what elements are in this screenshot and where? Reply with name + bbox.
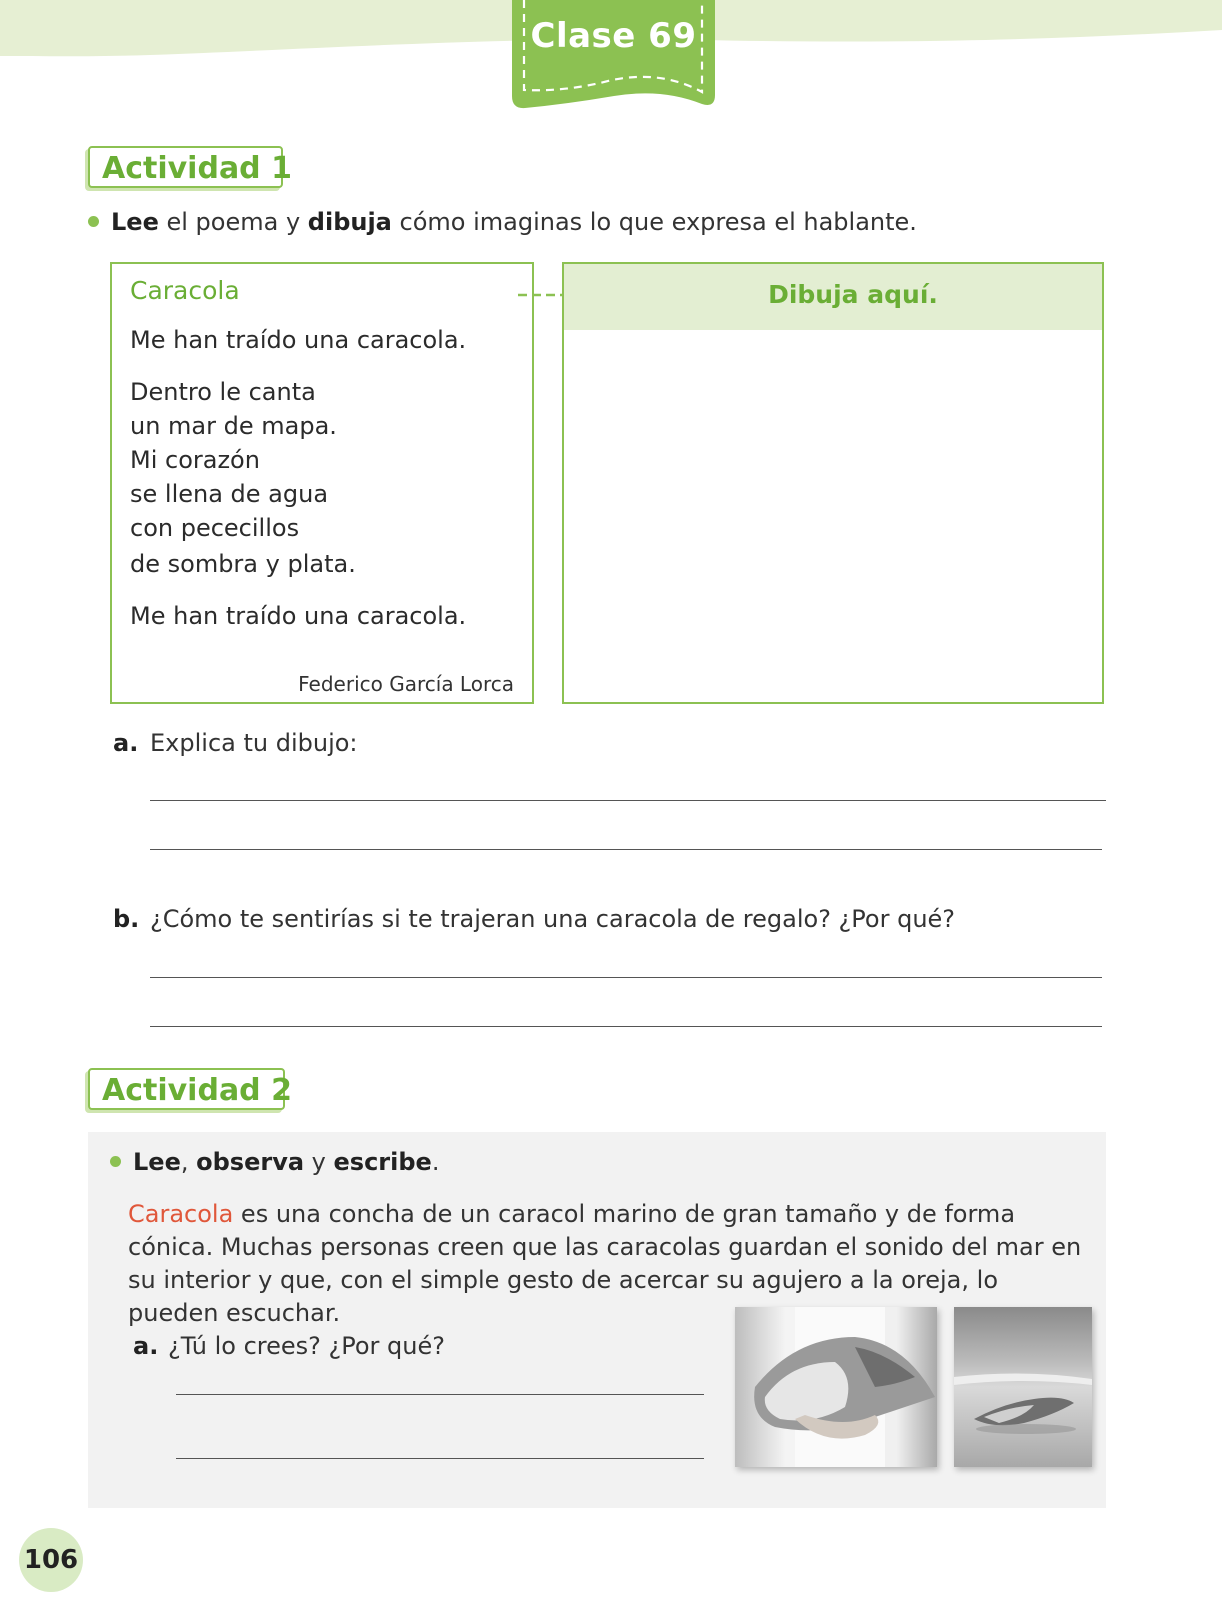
question-a-text: ¿Tú lo crees? ¿Por qué?: [168, 1332, 445, 1360]
poem-line: Me han traído una caracola.: [130, 326, 467, 354]
poem-box: [110, 262, 534, 704]
answer-line[interactable]: [150, 800, 1106, 801]
paragraph-text: es una concha de un caracol marino de gran tamaño y de forma cónica. Muchas personas creen que las caracolas guardan el sonido del mar en su interior y que, con el simple gesto de acercar su agujero a la oreja, lo pueden escuchar.: [128, 1200, 1082, 1327]
answer-line[interactable]: [150, 849, 1102, 850]
answer-line[interactable]: [150, 1026, 1102, 1027]
bullet-icon: [88, 216, 99, 227]
instruction-part1: el poema y: [158, 208, 308, 236]
poem-line: Me han traído una caracola.: [130, 602, 467, 630]
keyword-caracola: Caracola: [128, 1200, 234, 1228]
instruction-escribe: escribe: [333, 1148, 432, 1176]
answer-line[interactable]: [150, 977, 1102, 978]
instruction-lee: Lee: [111, 208, 159, 236]
question-a-text: Explica tu dibujo:: [150, 729, 358, 757]
actividad-2-instruction: [110, 1148, 439, 1176]
actividad-1-instruction: [88, 208, 917, 236]
question-a-letter: a.: [133, 1332, 159, 1360]
poem-line: de sombra y plata.: [130, 550, 356, 578]
poem-title: Caracola: [130, 276, 240, 305]
poem-line: un mar de mapa.: [130, 412, 337, 440]
question-a-letter: a.: [113, 729, 139, 757]
instruction-end: .: [431, 1148, 440, 1176]
poem-line: Dentro le canta: [130, 378, 316, 406]
caracola-paragraph: [128, 1198, 1088, 1330]
hands-holding-conch-photo: [735, 1307, 937, 1467]
instruction-part2: cómo imaginas lo que expresa el hablante.: [391, 208, 917, 236]
answer-line[interactable]: [176, 1458, 704, 1459]
question-b-letter: b.: [113, 905, 140, 933]
poem-line: con pececillos: [130, 514, 300, 542]
page-number: 106: [23, 1545, 79, 1575]
instruction-observa: observa: [196, 1148, 305, 1176]
conch-on-beach-photo: [954, 1307, 1092, 1467]
bullet-icon: [110, 1156, 121, 1167]
drawing-area[interactable]: [562, 262, 1104, 704]
actividad-1-label: Actividad 1: [88, 146, 283, 188]
poem-author: Federico García Lorca: [298, 672, 514, 696]
poem-line: se llena de agua: [130, 480, 329, 508]
drawing-area-label: Dibuja aquí.: [768, 280, 938, 309]
question-b-text: ¿Cómo te sentirías si te trajeran una caracola de regalo? ¿Por qué?: [150, 905, 956, 933]
actividad-2-label: Actividad 2: [88, 1068, 285, 1110]
poem-line: Mi corazón: [130, 446, 260, 474]
instruction-sep: ,: [180, 1148, 197, 1176]
instruction-dibuja: dibuja: [307, 208, 392, 236]
clase-title: Clase 69: [530, 16, 697, 56]
answer-line[interactable]: [176, 1394, 704, 1395]
instruction-sep: y: [304, 1148, 334, 1176]
instruction-lee: Lee: [133, 1148, 181, 1176]
